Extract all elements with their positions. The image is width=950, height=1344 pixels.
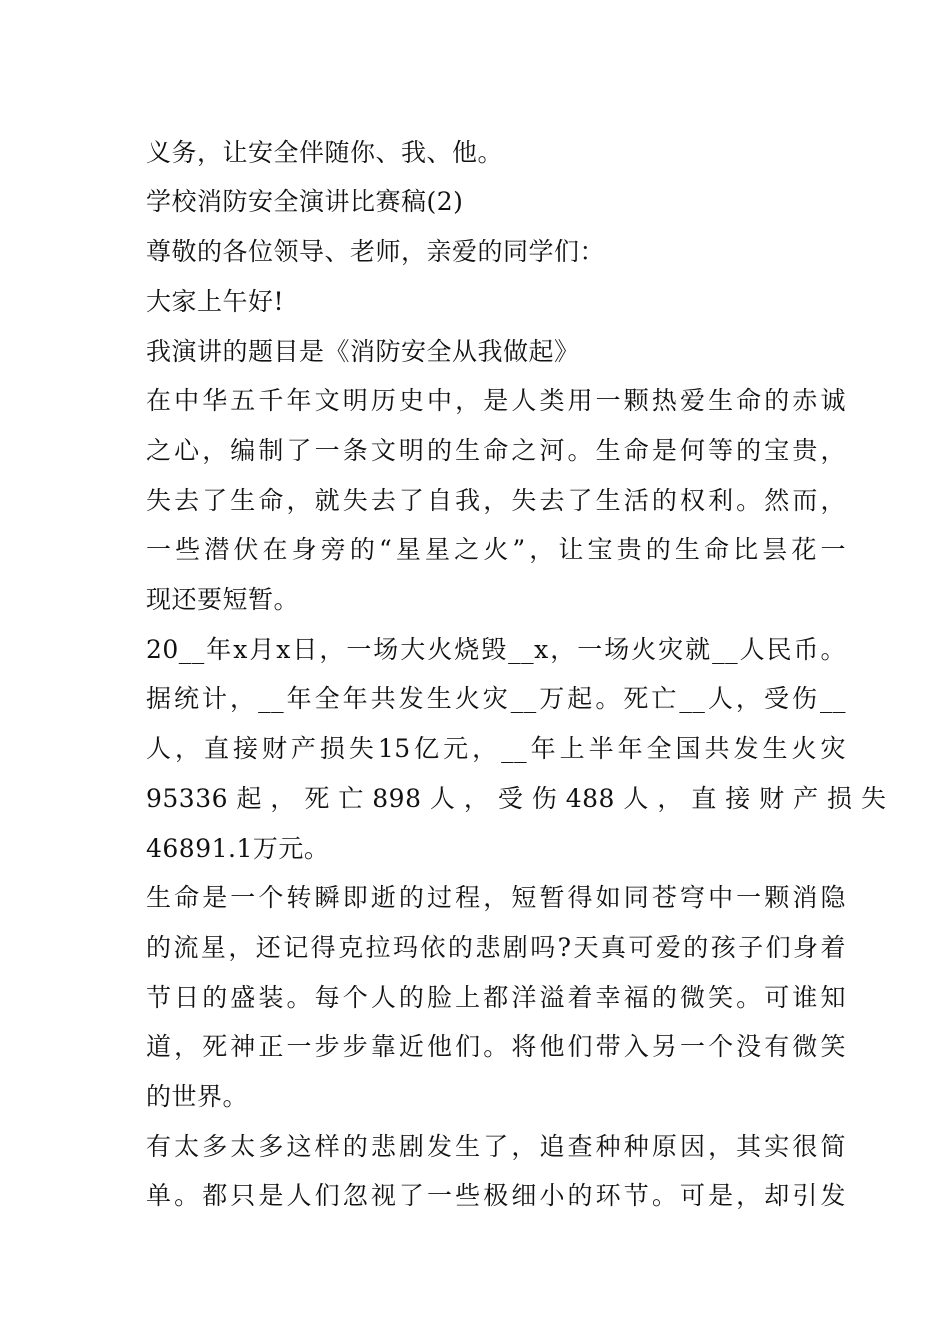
text-line: 大家上午好! — [146, 287, 285, 316]
text-line: 现还要短暂。 — [146, 585, 300, 614]
text-line: 一些潜伏在身旁的“星星之火”，让宝贵的生命比昙花一 — [146, 535, 846, 564]
text-line: 的世界。 — [146, 1082, 249, 1111]
text-line: 失去了生命，就失去了自我，失去了生活的权利。然而， — [146, 486, 846, 515]
text-line: 46891.1万元。 — [146, 834, 330, 863]
text-line: 在中华五千年文明历史中，是人类用一颗热爱生命的赤诚 — [146, 386, 846, 415]
text-line: 有太多太多这样的悲剧发生了，追查种种原因，其实很简 — [146, 1132, 846, 1161]
text-line: 单。都只是人们忽视了一些极细小的环节。可是，却引发 — [146, 1181, 846, 1210]
text-line: 据统计，__年全年共发生火灾__万起。死亡__人，受伤__ — [146, 684, 846, 713]
text-line: 我演讲的题目是《消防安全从我做起》 — [146, 337, 580, 366]
section-heading: 学校消防安全演讲比赛稿(2) — [146, 187, 464, 216]
text-line: 人，直接财产损失15亿元，__年上半年全国共发生火灾 — [146, 734, 846, 763]
text-line: 节日的盛装。每个人的脸上都洋溢着幸福的微笑。可谁知 — [146, 983, 846, 1012]
text-line: 尊敬的各位领导、老师，亲爱的同学们： — [146, 237, 606, 266]
text-line: 之心，编制了一条文明的生命之河。生命是何等的宝贵， — [146, 436, 846, 465]
text-line: 生命是一个转瞬即逝的过程，短暂得如同苍穹中一颗消隐 — [146, 883, 846, 912]
text-line: 道，死神正一步步靠近他们。将他们带入另一个没有微笑 — [146, 1032, 846, 1061]
text-line: 20__年x月x日，一场大火烧毁__x，一场火灾就__人民币。 — [146, 635, 846, 664]
text-line: 义务，让安全伴随你、我、他。 — [146, 138, 504, 167]
text-line: 的流星，还记得克拉玛依的悲剧吗?天真可爱的孩子们身着 — [146, 933, 846, 962]
text-line: 95336 起 ， 死 亡 898 人 ， 受 伤 488 人 ， 直 接 财 产 损 失 — [146, 784, 887, 813]
